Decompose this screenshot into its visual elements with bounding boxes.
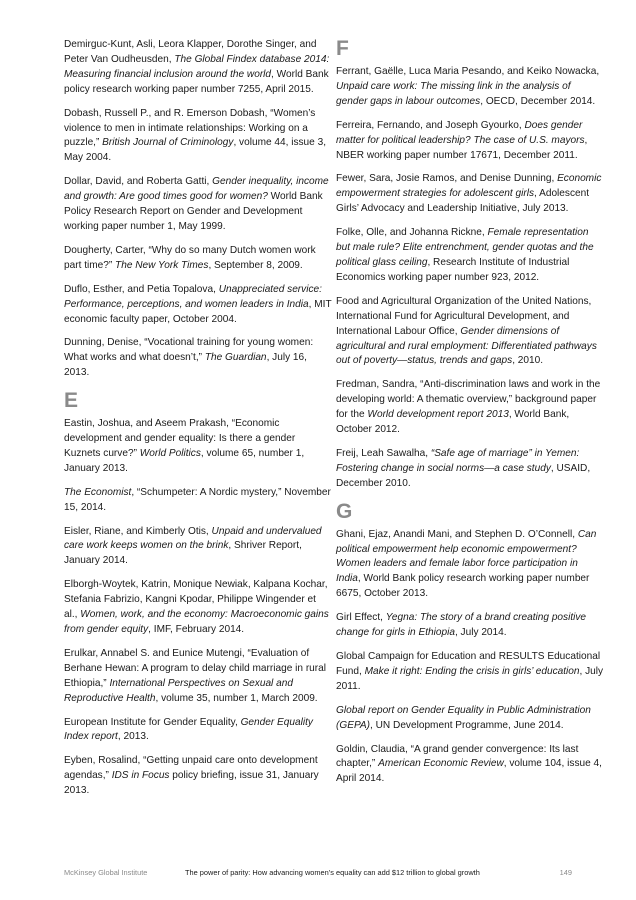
footer-publisher: McKinsey Global Institute xyxy=(64,868,148,877)
entry-title-italic: Unpaid care work: The missing link in the analysis of gender gaps in labour outcomes xyxy=(336,80,571,107)
entry-text: Goldin, Claudia, “A grand gender convergence: Its last chapter,” xyxy=(336,743,579,770)
entry-title-italic: “Safe age of marriage” in Yemen: Fostering change in social norms—a case study xyxy=(336,447,580,474)
section-letter-heading: F xyxy=(336,37,349,60)
section-letter-heading: G xyxy=(336,499,353,523)
entry-text: Eyben, Rosalind, “Getting unpaid care onto development agendas,” xyxy=(64,755,318,782)
entry-text: , volume 35, number 1, March 2009. xyxy=(155,692,318,704)
entry-title-italic: Female representation but male rule? Elite entrenchment, gender quotas and the political glass ceiling xyxy=(336,227,594,268)
entry-text: , July 2014. xyxy=(454,627,507,639)
entry-title-italic: The New York Times xyxy=(115,259,209,271)
bibliography-entry xyxy=(64,107,332,167)
entry-text: , Research Institute of Industrial Economics working paper number 923, 2012. xyxy=(336,256,570,283)
entry-text: , Adolescent Girls’ Advocacy and Leadership Initiative, July 2013. xyxy=(336,188,590,215)
bibliography-entry xyxy=(336,743,604,788)
bibliography-entry xyxy=(64,716,332,746)
bibliography-entry xyxy=(336,611,604,641)
entry-text: Eastin, Joshua, and Aseem Prakash, “Economic development and gender equality: Is there a gender Kuznets curve?” xyxy=(64,418,296,459)
bibliography-entry xyxy=(336,65,604,110)
entry-text: Global Campaign for Education and RESULTS Educational Fund, xyxy=(336,651,601,677)
entry-text: policy briefing, issue 31, January 2013. xyxy=(64,770,319,797)
bibliography-entry xyxy=(336,378,604,438)
entry-title-italic: International Perspectives on Sexual and Reproductive Health xyxy=(64,677,293,704)
entry-title-italic: Women, work, and the economy: Macroeconomic gains from gender equity xyxy=(64,609,329,635)
bibliography-entry xyxy=(336,704,604,734)
entry-text: , Shriver Report, January 2014. xyxy=(64,540,302,567)
entry-title-italic: Unpaid and undervalued care work keeps women on the brink xyxy=(64,525,322,552)
bibliography-entry xyxy=(336,650,604,695)
bibliography-entry xyxy=(64,336,332,381)
bibliography-entry xyxy=(64,417,332,477)
bibliography-entry xyxy=(64,175,332,235)
entry-title-italic: British Journal of Criminology xyxy=(102,137,234,149)
entry-text: , 2010. xyxy=(512,355,544,367)
entry-text: Food and Agricultural Organization of the United Nations, International Fund for Agricultural Development, and International Labour Office, xyxy=(336,295,592,337)
entry-text: , September 8, 2009. xyxy=(208,259,303,271)
entry-title-italic: Unappreciated service: Performance, perceptions, and women leaders in India xyxy=(64,283,322,310)
entry-text: , World Bank policy research working paper number 7255, April 2015. xyxy=(64,68,329,95)
entry-title-italic: Gender dimensions of agricultural and rural employment: Differentiated pathways out of poverty—status, trends and gaps xyxy=(336,325,597,367)
entry-text: Fewer, Sara, Josie Ramos, and Denise Dunning, xyxy=(336,173,558,185)
entry-title-italic: Economic empowerment strategies for adolescent girls xyxy=(336,173,602,200)
entry-title-italic: Does gender matter for political leadership? The case of U.S. mayors xyxy=(336,119,585,146)
entry-text: Dollar, David, and Roberta Gatti, xyxy=(64,176,213,188)
entry-text: , World Bank policy research working paper number 6675, October 2013. xyxy=(336,573,590,600)
entry-text: , volume 44, issue 3, May 2004. xyxy=(64,137,327,164)
bibliography-column-left xyxy=(64,38,332,808)
entry-text: , July 16, 2013. xyxy=(64,352,307,379)
entry-text: , volume 104, issue 4, April 2014. xyxy=(336,758,602,785)
bibliography-entry xyxy=(336,172,604,217)
entry-text: Erulkar, Annabel S. and Eunice Mutengi, “Evaluation of Berhane Hewan: A program to delay child marriage in rural Ethiopia,” xyxy=(64,647,327,689)
entry-title-italic: Gender inequality, income and growth: Are good times good for women? xyxy=(64,176,329,203)
bibliography-entry xyxy=(336,295,604,370)
entry-title-italic: World development report 2013 xyxy=(367,409,509,421)
entry-text: Ferreira, Fernando, and Joseph Gyourko, xyxy=(336,119,525,131)
entry-title-italic: Global report on Gender Equality in Public Administration (GEPA) xyxy=(336,704,591,731)
entry-title-italic: Yegna: The story of a brand creating positive change for girls in Ethiopia xyxy=(336,612,587,639)
entry-text: Folke, Olle, and Johanna Rickne, xyxy=(336,227,488,239)
bibliography-entry xyxy=(64,525,332,570)
entry-title-italic: Gender Equality Index report xyxy=(64,716,313,743)
entry-text: Duflo, Esther, and Petia Topalova, xyxy=(64,283,219,295)
bibliography-entry xyxy=(64,578,332,638)
entry-text: , 2013. xyxy=(117,731,149,743)
entry-title-italic: The Economist xyxy=(64,486,132,498)
section-letter-heading: E xyxy=(64,389,79,413)
entry-text: European Institute for Gender Equality, xyxy=(64,716,241,728)
entry-text: , OECD, December 2014. xyxy=(480,95,596,107)
bibliography-entry xyxy=(336,528,604,603)
entry-text: , NBER working paper number 17671, December 2011. xyxy=(336,134,588,161)
entry-text: , MIT economic faculty paper, October 2004. xyxy=(64,298,332,325)
bibliography-column-right xyxy=(336,38,604,796)
entry-title-italic: World Politics xyxy=(139,447,201,459)
entry-text: Freij, Leah Sawalha, xyxy=(336,447,431,459)
footer-report-title: The power of parity: How advancing women’s equality can add $12 trillion to global growth xyxy=(185,868,480,877)
entry-text: Dunning, Denise, “Vocational training for young women: What works and what doesn’t,” xyxy=(64,337,314,364)
entry-text: , World Bank, October 2012. xyxy=(336,409,570,436)
entry-title-italic: Make it right: Ending the crisis in girls’ education xyxy=(364,665,580,677)
bibliography-entry xyxy=(336,226,604,286)
entry-text: World Bank Policy Research Report on Gender and Development working paper number 1, May 1999. xyxy=(64,191,323,232)
entry-text: Ghani, Ejaz, Anandi Mani, and Stephen D. O’Connell, xyxy=(336,528,578,540)
entry-text: Elborgh-Woytek, Katrin, Monique Newiak, Kalpana Kochar, Stefania Fabrizio, Kangni Kpodar, Philippe Wingender et al., xyxy=(64,579,328,621)
bibliography-entry xyxy=(64,486,332,516)
entry-text: Dougherty, Carter, “Why do so many Dutch women work part time?” xyxy=(64,244,316,271)
bibliography-entry xyxy=(336,119,604,164)
entry-text: Demirguc-Kunt, Asli, Leora Klapper, Dorothe Singer, and Peter Van Oudheusden, xyxy=(64,39,317,65)
bibliography-entry xyxy=(336,447,604,492)
entry-text: , volume 65, number 1, January 2013. xyxy=(64,447,305,474)
bibliography-entry xyxy=(64,754,332,799)
bibliography-entry xyxy=(64,647,332,707)
entry-text: , July 2011. xyxy=(336,665,604,692)
bibliography-entry xyxy=(64,244,332,274)
bibliography-entry xyxy=(64,283,332,328)
entry-text: Dobash, Russell P., and R. Emerson Dobash, “Women’s violence to men in intimate relationships: Working on a puzzle,” xyxy=(64,107,316,149)
entry-title-italic: American Economic Review xyxy=(378,758,504,770)
entry-title-italic: The Global Findex database 2014: Measuring financial inclusion around the world xyxy=(64,53,330,80)
entry-text: Fredman, Sandra, “Anti-discrimination laws and work in the developing world: A thematic overview,” background paper for the xyxy=(336,379,601,421)
entry-text: , “Schumpeter: A Nordic mystery,” November 15, 2014. xyxy=(64,486,331,513)
entry-title-italic: Can political empowerment help economic empowerment? Women leaders and female labor force participation in India xyxy=(336,528,597,585)
entry-text: , IMF, February 2014. xyxy=(148,624,245,635)
entry-text: , UN Development Programme, June 2014. xyxy=(370,719,564,731)
entry-text: Ferrant, Gaëlle, Luca Maria Pesando, and Keiko Nowacka, xyxy=(336,66,600,77)
entry-text: Eisler, Riane, and Kimberly Otis, xyxy=(64,525,212,537)
entry-title-italic: IDS in Focus xyxy=(111,770,170,782)
bibliography-entry xyxy=(64,38,332,98)
page-number: 149 xyxy=(559,868,572,877)
entry-title-italic: The Guardian xyxy=(204,352,267,364)
entry-text: Girl Effect, xyxy=(336,612,386,624)
entry-text: , USAID, December 2010. xyxy=(336,462,591,489)
